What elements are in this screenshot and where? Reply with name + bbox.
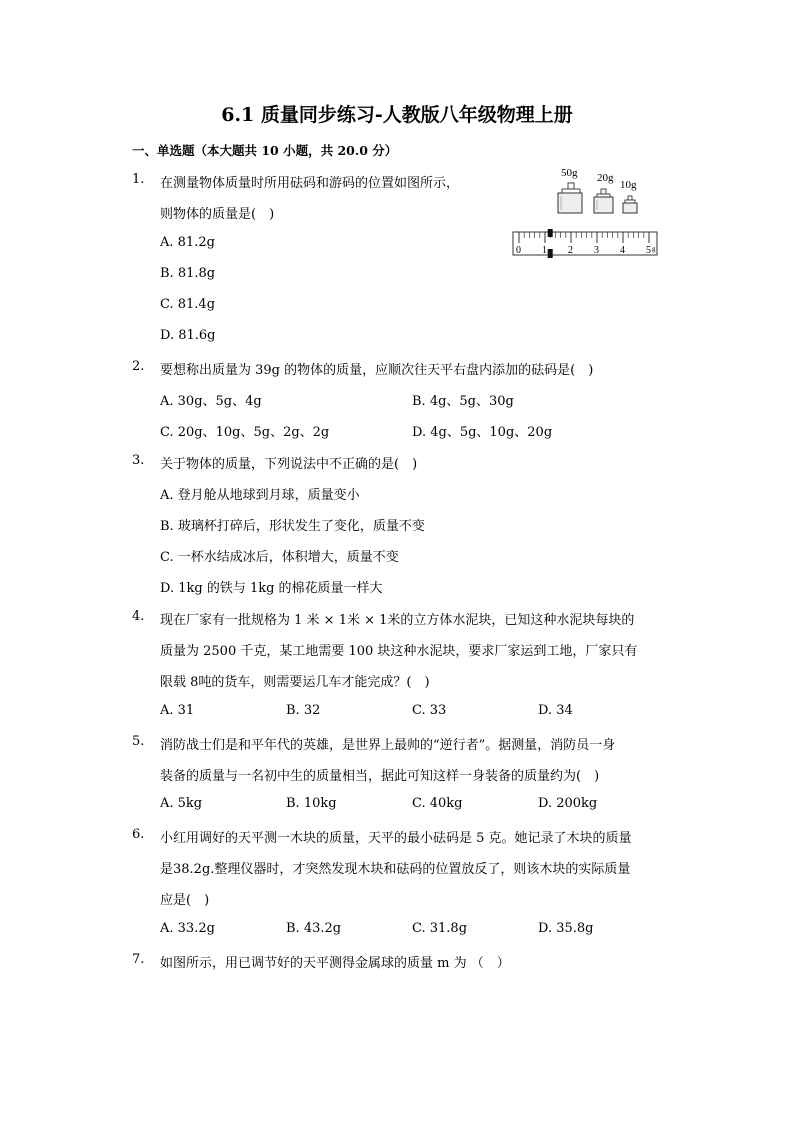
- question-text: 在测量物体质量时所用砝码和游码的位置如图所示，: [160, 176, 460, 191]
- weight-label: 20g: [597, 172, 614, 184]
- option-d: D. 35.8g: [538, 921, 594, 936]
- question-text: 应是( ): [160, 893, 210, 908]
- scale-tick-label: 0: [516, 245, 521, 256]
- weight-20g-icon: [594, 189, 613, 213]
- rider-scale: [513, 229, 657, 258]
- option-a: A. 5kg: [160, 796, 203, 811]
- question-text: 是38.2g.整理仪器时，才突然发现木块和砝码的位置放反了，则该木块的实际质量: [160, 862, 631, 877]
- question-number: 6.: [132, 827, 145, 842]
- question-text: 质量为 2500 千克，某工地需要 100 块这种水泥块，要求厂家运到工地，厂家只有: [160, 644, 638, 659]
- option-b: B. 玻璃杯打碎后，形状发生了变化，质量不变: [160, 519, 425, 534]
- scale-tick-label: 4: [620, 245, 625, 256]
- question-text: 要想称出质量为 39g 的物体的质量，应顺次往天平右盘内添加的砝码是( ): [160, 363, 594, 378]
- question-text: 小红用调好的天平测一木块的质量，天平的最小砝码是 5 克。她记录了木块的质量: [160, 831, 632, 846]
- question-number: 5.: [132, 734, 145, 749]
- scale-tick-label: 1: [542, 245, 547, 256]
- option-a: A. 登月舱从地球到月球，质量变小: [160, 488, 360, 503]
- question-number: 4.: [132, 609, 145, 624]
- section-heading: 一、单选题（本大题共 10 小题，共 20.0 分）: [132, 143, 398, 158]
- question-number: 2.: [132, 359, 145, 374]
- option-a: A. 31: [160, 703, 195, 718]
- scale-tick-label: 3: [594, 245, 599, 256]
- question-text: 关于物体的质量，下列说法中不正确的是( ): [160, 457, 418, 472]
- option-d: D. 4g、5g、10g、20g: [412, 425, 553, 440]
- weight-50g-icon: [558, 183, 582, 213]
- weight-label: 50g: [561, 167, 578, 179]
- option-c: C. 33: [412, 703, 447, 718]
- option-b: B. 32: [286, 703, 321, 718]
- option-a: A. 30g、5g、4g: [160, 394, 262, 409]
- option-c: C. 一杯水结成冰后，体积增大，质量不变: [160, 550, 399, 565]
- question-text: 消防战士们是和平年代的英雄，是世界上最帅的“逆行者”。据测量，消防员一身: [160, 738, 616, 753]
- question-text: 如图所示，用已调节好的天平测得金属球的质量 m 为 （ ）: [160, 956, 510, 971]
- scale-tick-label: 5: [646, 245, 651, 256]
- option-c: C. 20g、10g、5g、2g、2g: [160, 425, 330, 440]
- question-number: 3.: [132, 453, 145, 468]
- balance-weights-figure: [505, 160, 665, 260]
- question-number: 1.: [132, 172, 145, 187]
- option-d: D. 1kg 的铁与 1kg 的棉花质量一样大: [160, 581, 383, 596]
- option-a: A. 81.2g: [160, 235, 215, 250]
- option-d: D. 200kg: [538, 796, 598, 811]
- question-text: 限载 8吨的货车，则需要运几车才能完成？( ): [160, 675, 430, 690]
- option-d: D. 34: [538, 703, 573, 718]
- scale-tick-label: 2: [568, 245, 573, 256]
- weight-label: 10g: [620, 179, 637, 191]
- rider-marker-icon: [548, 249, 553, 258]
- option-c: C. 81.4g: [160, 297, 216, 312]
- question-text: 则物体的质量是( ): [160, 207, 275, 222]
- option-c: C. 31.8g: [412, 921, 468, 936]
- question-number: 7.: [132, 952, 145, 967]
- option-b: B. 4g、5g、30g: [412, 394, 514, 409]
- option-b: B. 10kg: [286, 796, 337, 811]
- option-a: A. 33.2g: [160, 921, 215, 936]
- option-b: B. 81.8g: [160, 266, 216, 281]
- weight-10g-icon: [623, 196, 637, 213]
- question-text: 现在厂家有一批规格为 1 米 × 1米 × 1米的立方体水泥块，已知这种水泥块每块的: [160, 613, 635, 628]
- option-c: C. 40kg: [412, 796, 463, 811]
- page-title: 6.1 质量同步练习-人教版八年级物理上册: [221, 104, 573, 126]
- rider-marker-icon: [548, 229, 553, 237]
- option-b: B. 43.2g: [286, 921, 342, 936]
- scale-unit: g: [652, 245, 656, 253]
- question-text: 装备的质量与一名初中生的质量相当，据此可知这样一身装备的质量约为( ): [160, 769, 600, 784]
- option-d: D. 81.6g: [160, 328, 216, 343]
